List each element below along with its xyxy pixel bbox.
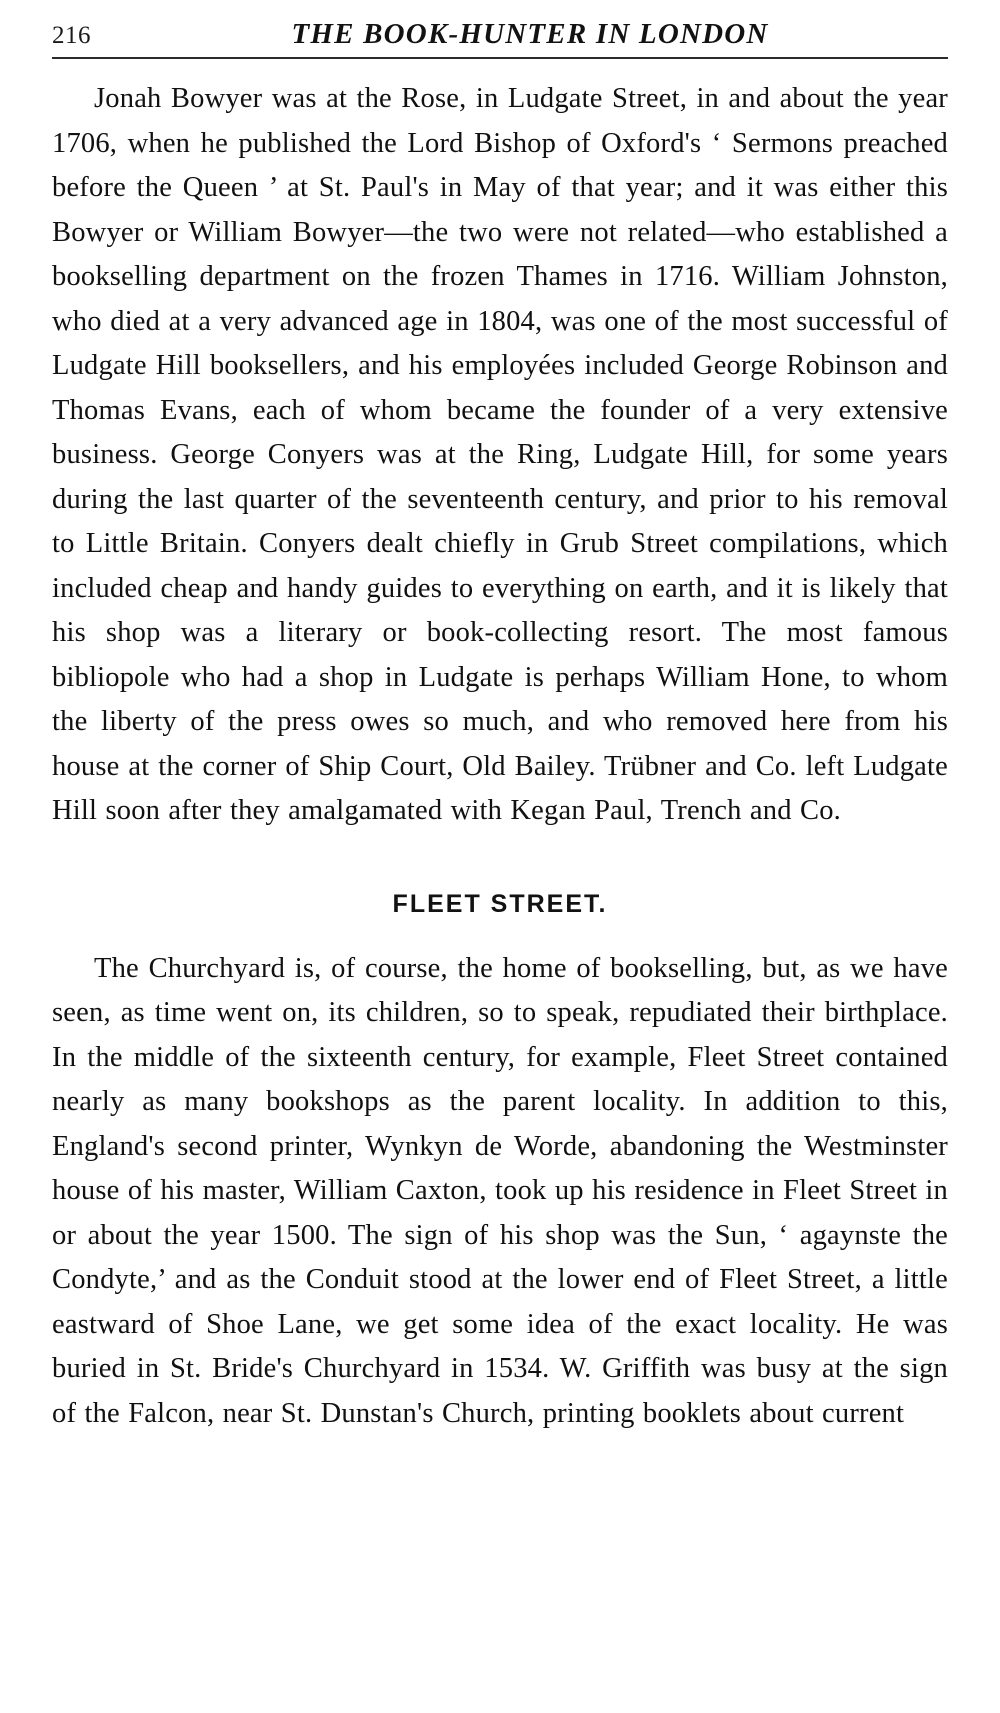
section-heading-fleet-street: FLEET STREET. bbox=[392, 889, 608, 918]
header-rule bbox=[52, 57, 948, 59]
paragraph-fleet-street: The Churchyard is, of course, the home of bookselling, but, as we have seen, as time went on, its children, so to speak, repudiated their birthplace. In the middle of the sixteenth century, for example, Fleet Street contained nearly as many bookshops as the parent locality. In addition to this, England's second printer, Wynkyn de Worde, abandoning the Westminster house of his master, William Caxton, took up his residence in Fleet Street in or about the year 1500. The sign of his shop was the Sun, ‘ agaynste the Condyte,’ and as the Conduit stood at the lower end of Fleet Street, a little eastward of Shoe Lane, we get some idea of the exact locality. He was buried in St. Bride's Churchyard in 1534. W. Griffith was busy at the sign of the Falcon, near St. Dunstan's Church, printing booklets about current bbox=[52, 952, 948, 1429]
paragraph-ludgate-booksellers: Jonah Bowyer was at the Rose, in Ludgate Street, in and about the year 1706, when he published the Lord Bishop of Oxford's ‘ Sermons preached before the Queen ’ at St. Paul's in May of that year; and it was either this Bowyer or William Bowyer—the two were not related—who established a bookselling department on the frozen Thames in 1716. William Johnston, who died at a very advanced age in 1804, was one of the most successful of Ludgate Hill booksellers, and his employées included George Robinson and Thomas Evans, each of whom became the founder of a very extensive business. George Conyers was at the Ring, Ludgate Hill, for some years during the last quarter of the seventeenth century, and prior to his removal to Little Britain. Conyers dealt chiefly in Grub Street compilations, which included cheap and handy guides to everything on earth, and it is likely that his shop was a literary or book-collecting resort. The most famous bibliopole who had a shop in Ludgate is perhaps William Hone, to whom the liberty of the press owes so much, and who removed here from his house at the corner of Ship Court, Old Bailey. Trübner and Co. left Ludgate Hill soon after they amalgamated with Kegan Paul, Trench and Co. bbox=[52, 83, 948, 826]
running-head-title: THE BOOK-HUNTER IN LONDON bbox=[291, 18, 769, 50]
page-body bbox=[52, 77, 948, 1436]
running-head bbox=[52, 18, 948, 51]
page-number: 216 bbox=[52, 22, 91, 49]
